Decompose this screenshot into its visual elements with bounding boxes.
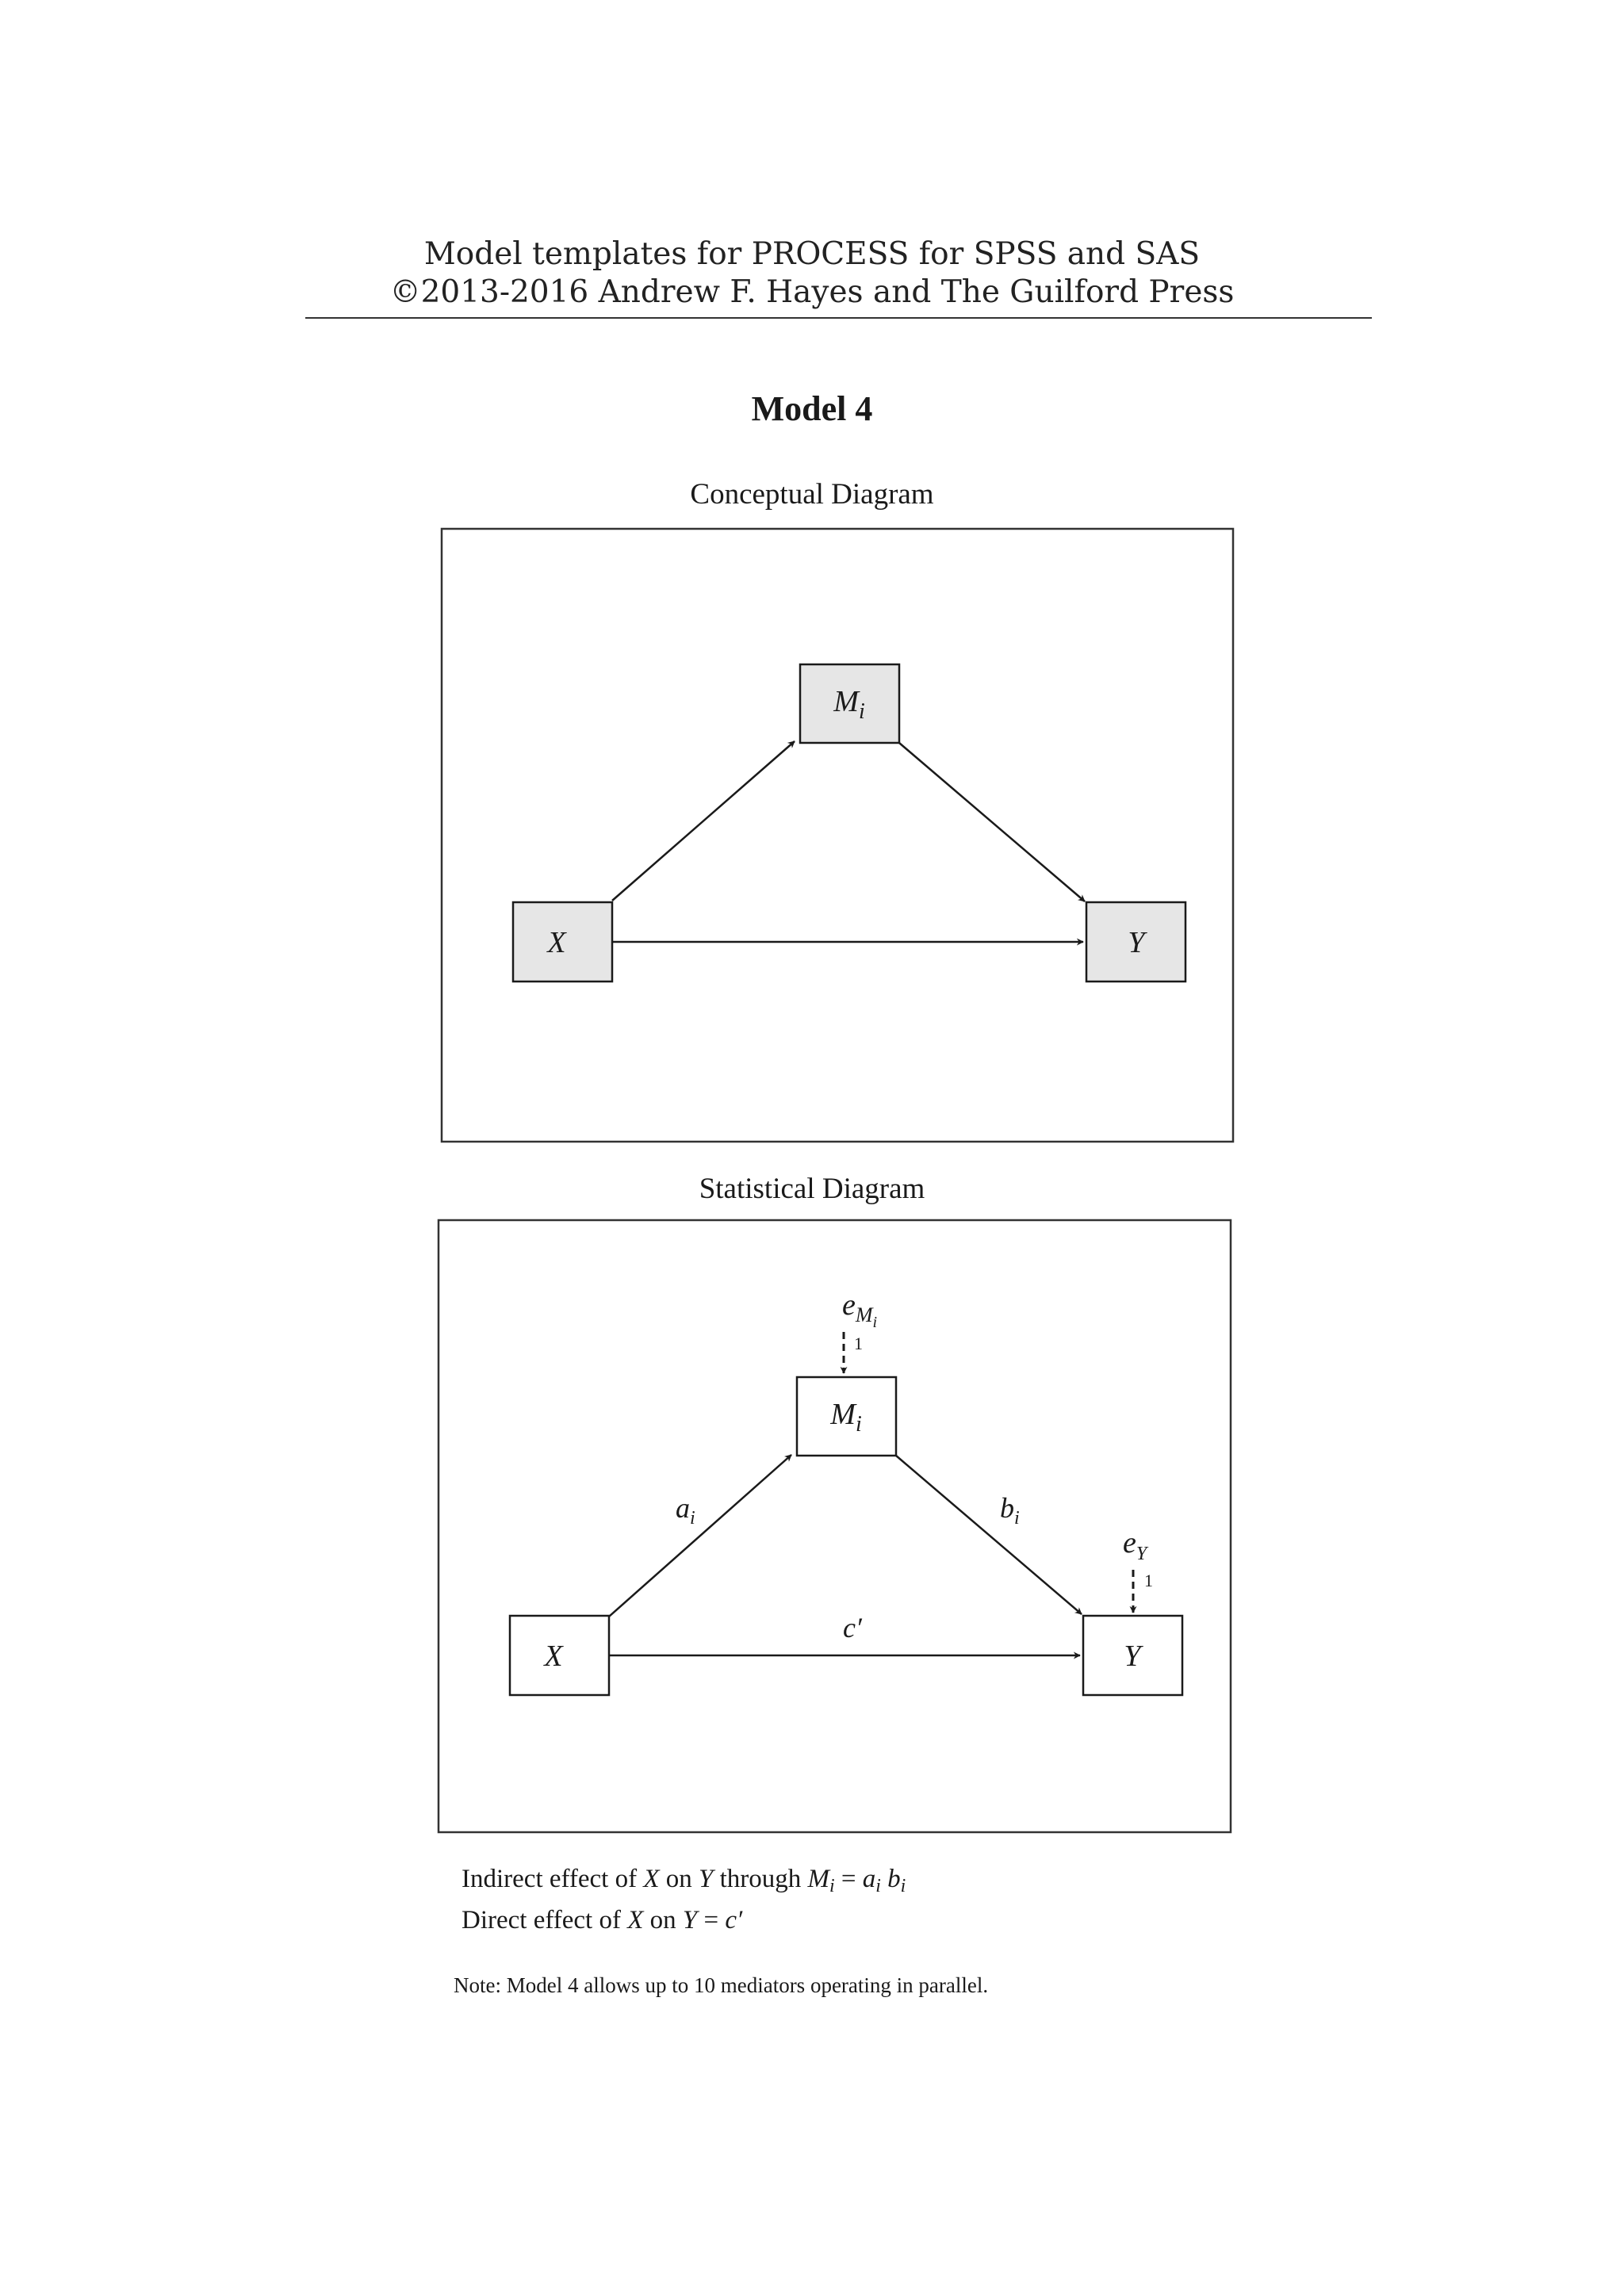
error-term-m-sub: M [855, 1303, 873, 1326]
error-weight-m: 1 [854, 1334, 863, 1353]
indirect-text-1: Indirect effect of [462, 1865, 644, 1893]
statistical-node-y-label: Y [1124, 1640, 1141, 1673]
direct-text-1: Direct effect of [462, 1906, 628, 1934]
error-term-m-e: e [842, 1288, 856, 1322]
direct-x: X [627, 1906, 644, 1934]
error-term-m [842, 1288, 877, 1331]
header-copyright: ©2013-2016 Andrew F. Hayes and The Guilford Press [389, 274, 1235, 310]
error-weight-y: 1 [1144, 1571, 1153, 1590]
statistical-path-b [896, 1456, 1082, 1614]
path-label-b-sub: i [1014, 1508, 1020, 1529]
direct-equals: = [697, 1906, 726, 1934]
conceptual-node-m-label: M [833, 685, 859, 718]
indirect-text-2: on [659, 1865, 699, 1893]
conceptual-node-m [800, 664, 899, 743]
conceptual-node-y-label: Y [1128, 926, 1145, 959]
model-title: Model 4 [751, 389, 873, 428]
indirect-x: X [643, 1865, 660, 1893]
indirect-y: Y [699, 1865, 714, 1893]
conceptual-path-x-to-m [612, 741, 795, 901]
conceptual-node-m-subscript: i [858, 699, 865, 724]
statistical-frame [439, 1220, 1231, 1832]
statistical-path-a [609, 1455, 791, 1617]
conceptual-node-x [513, 902, 612, 982]
indirect-m: M [807, 1865, 830, 1893]
direct-effect-formula [462, 1906, 742, 1935]
indirect-b: b [887, 1865, 901, 1893]
statistical-node-y [1083, 1616, 1182, 1695]
path-label-c: c′ [843, 1612, 862, 1644]
error-term-y [1123, 1526, 1149, 1564]
header-title: Model templates for PROCESS for SPSS and SAS [423, 236, 1201, 272]
indirect-b-sub: i [900, 1875, 906, 1896]
path-label-a-letter: a [676, 1492, 690, 1524]
statistical-node-x [510, 1616, 609, 1695]
statistical-diagram-title: Statistical Diagram [699, 1173, 925, 1205]
error-term-y-sub: Y [1136, 1544, 1147, 1564]
path-label-a [676, 1492, 695, 1529]
path-label-b [1000, 1492, 1020, 1529]
path-label-a-sub: i [690, 1508, 695, 1529]
indirect-a: a [862, 1865, 876, 1893]
direct-y: Y [682, 1906, 698, 1934]
model-note: Note: Model 4 allows up to 10 mediators operating in parallel. [454, 1973, 989, 1997]
statistical-node-m-label: M [830, 1398, 856, 1431]
conceptual-node-y [1086, 902, 1185, 982]
error-term-m-sub2: i [872, 1314, 878, 1331]
statistical-node-m-subscript: i [855, 1412, 862, 1437]
error-term-y-e: e [1123, 1526, 1136, 1559]
direct-c: c′ [725, 1906, 743, 1934]
direct-text-2: on [643, 1906, 683, 1934]
indirect-equals: = [834, 1865, 863, 1893]
statistical-node-m [797, 1377, 896, 1456]
statistical-node-x-label: X [544, 1640, 563, 1673]
indirect-text-3: through [713, 1865, 808, 1893]
conceptual-path-m-to-y [899, 743, 1085, 901]
indirect-a-sub: i [875, 1875, 881, 1896]
conceptual-diagram-title: Conceptual Diagram [690, 478, 934, 511]
conceptual-frame [442, 529, 1233, 1142]
path-label-b-letter: b [1000, 1492, 1014, 1524]
conceptual-node-x-label: X [547, 926, 566, 959]
indirect-effect-formula [462, 1865, 906, 1897]
indirect-m-sub: i [829, 1875, 835, 1896]
